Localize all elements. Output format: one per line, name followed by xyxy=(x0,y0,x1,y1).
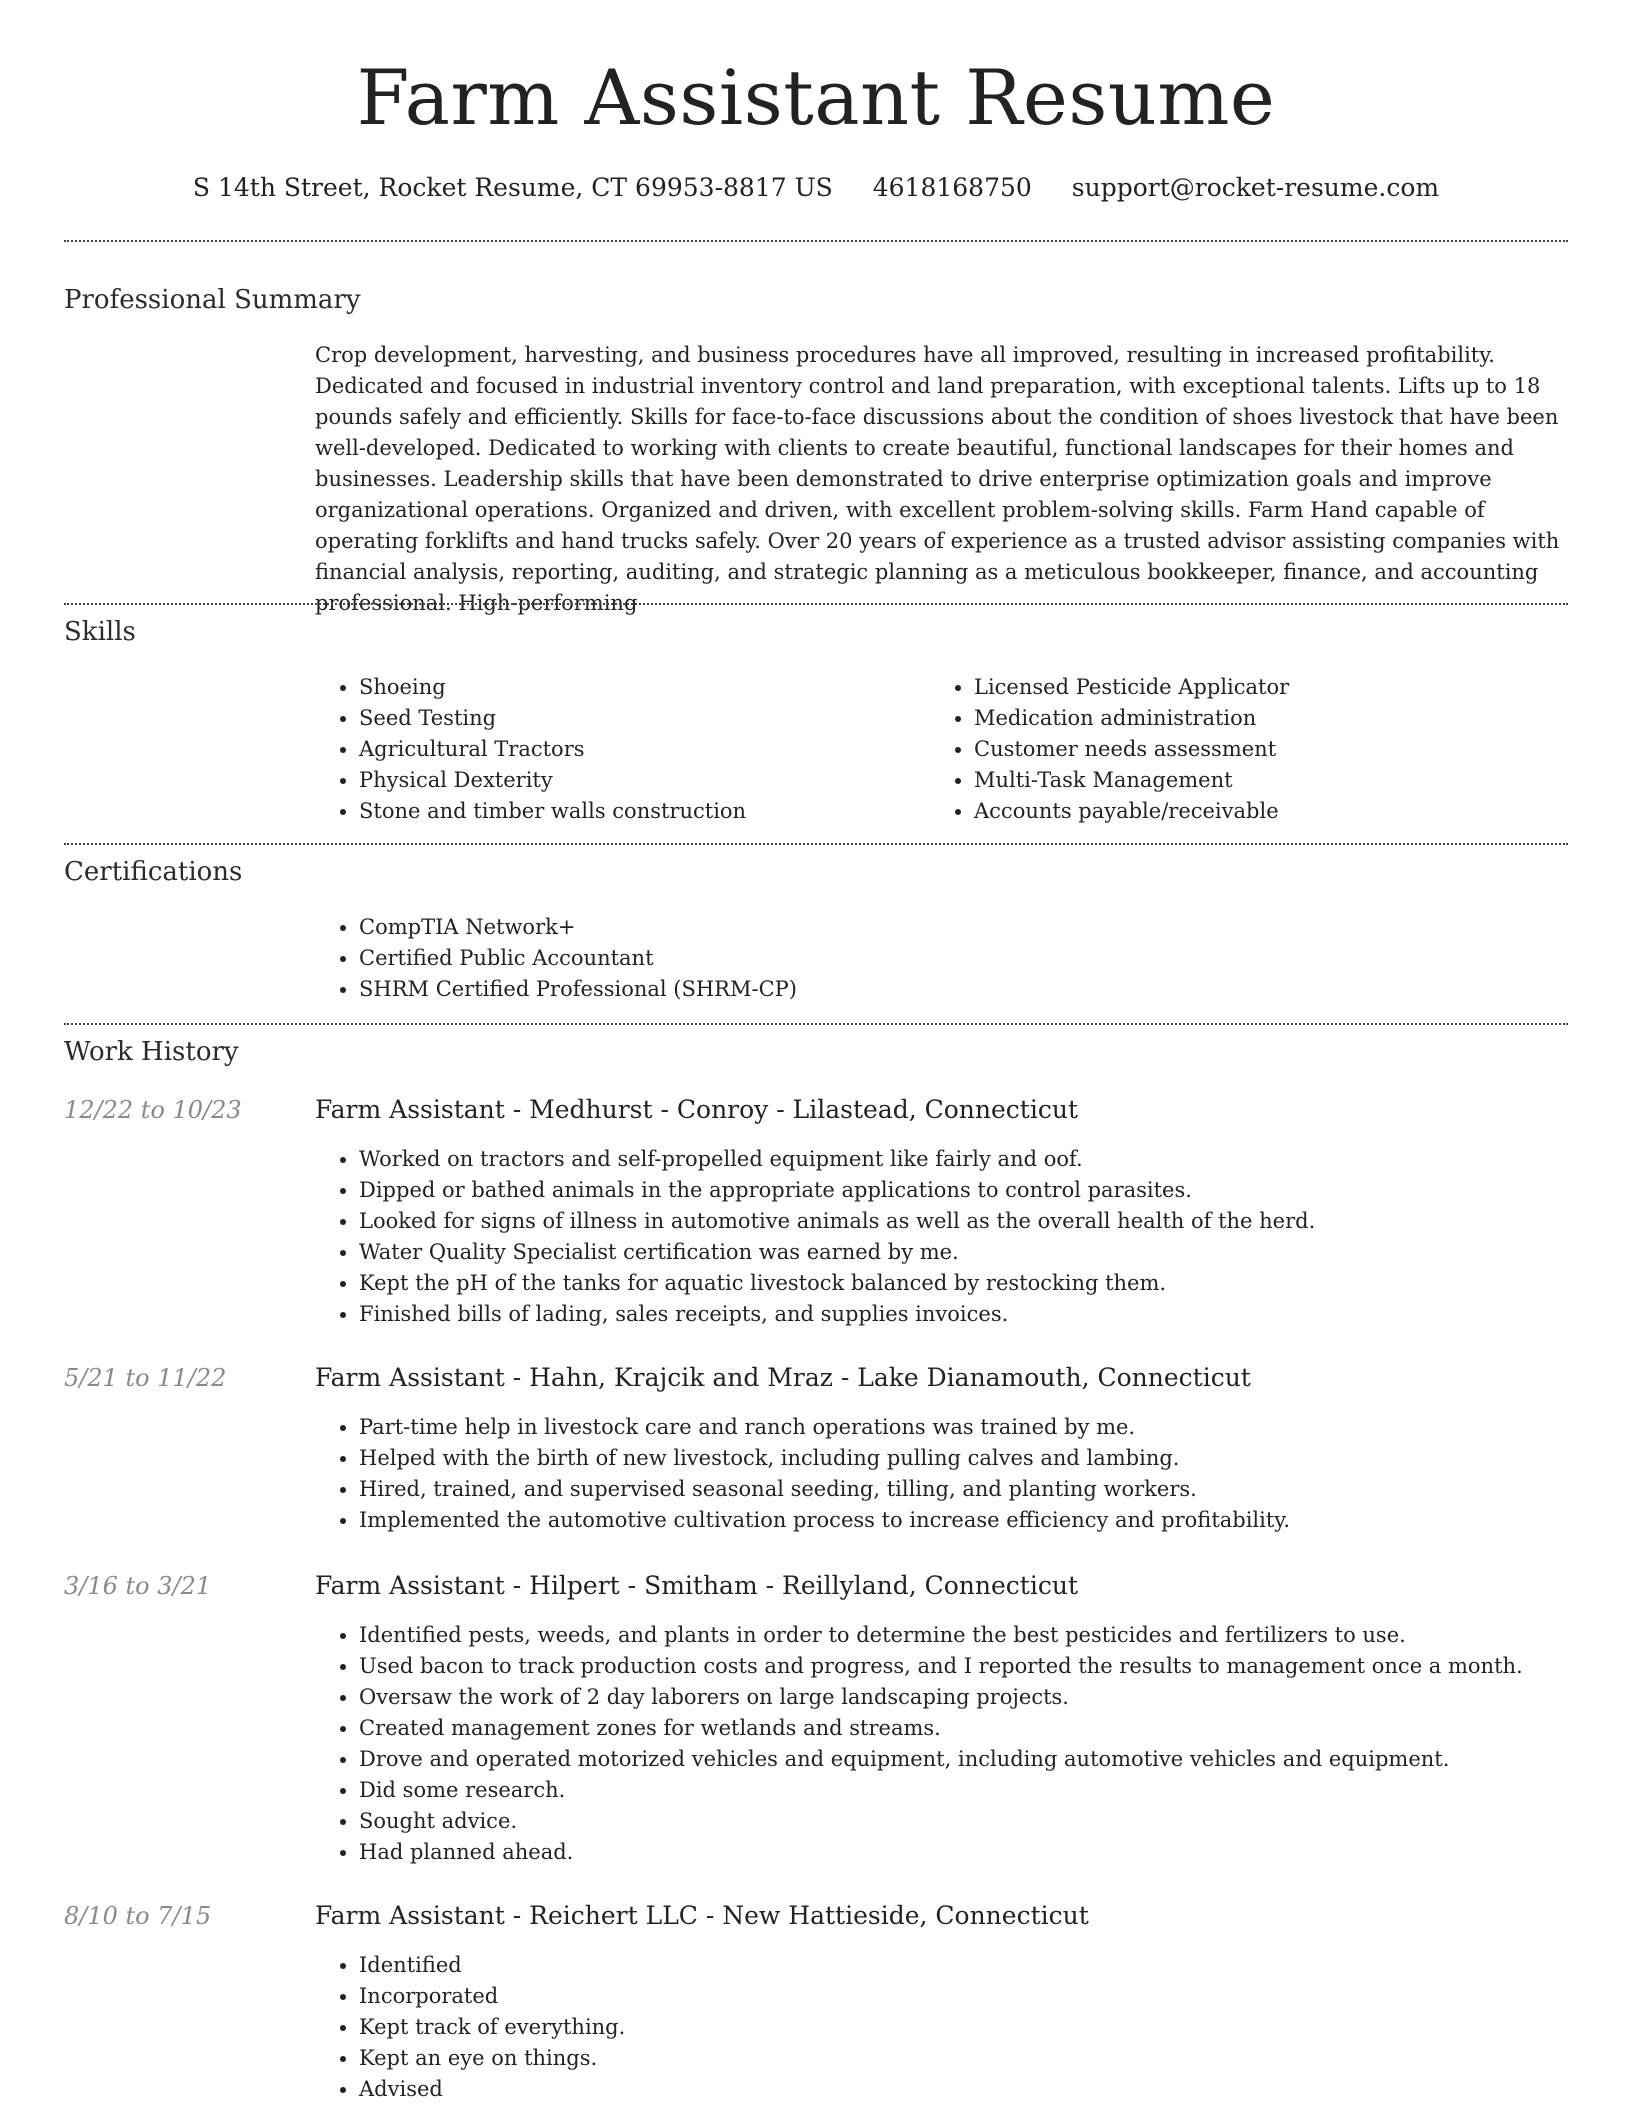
list-item: • Identified pests, weeds, and plants in order to determine the best pesticides and fertilizers to use. xyxy=(359,1620,1612,1651)
job-dates: 3/16 to 3/21 xyxy=(64,1572,212,1600)
job-title: Farm Assistant - Hilpert - Smitham - Reillyland, Connecticut xyxy=(315,1571,1078,1600)
list-item: • Part-time help in livestock care and ranch operations was trained by me. xyxy=(359,1412,1612,1443)
resume-title: Farm Assistant Resume xyxy=(356,53,1276,142)
list-item: • Worked on tractors and self-propelled equipment like fairly and oof. xyxy=(359,1144,1612,1175)
skills-list-right xyxy=(930,672,1594,827)
list-item: • Agricultural Tractors xyxy=(359,734,929,765)
list-item: • Customer needs assessment xyxy=(974,734,1594,765)
list-item: • Certified Public Accountant xyxy=(359,943,1559,974)
contact-line xyxy=(64,168,1568,208)
list-item: • Identified xyxy=(359,1950,1612,1981)
section-divider xyxy=(64,240,1568,242)
list-item: • Water Quality Specialist certification was earned by me. xyxy=(359,1237,1612,1268)
list-item: • Kept the pH of the tanks for aquatic livestock balanced by restocking them. xyxy=(359,1268,1612,1299)
list-item: • Incorporated xyxy=(359,1981,1612,2012)
list-item: • Drove and operated motorized vehicles and equipment, including automotive vehicles and equipment. xyxy=(359,1744,1612,1775)
list-item: • Medication administration xyxy=(974,703,1594,734)
list-item: • Created management zones for wetlands and streams. xyxy=(359,1713,1612,1744)
job-dates: 12/22 to 10/23 xyxy=(64,1096,242,1124)
skills-heading: Skills xyxy=(64,617,136,647)
list-item: • Multi-Task Management xyxy=(974,765,1594,796)
section-divider xyxy=(64,1023,1568,1025)
skills-list-left xyxy=(315,672,929,827)
job-dates: 8/10 to 7/15 xyxy=(64,1902,212,1930)
list-item: • Finished bills of lading, sales receipts, and supplies invoices. xyxy=(359,1299,1612,1330)
contact-address: S 14th Street, Rocket Resume, CT 69953-8817 US xyxy=(192,173,833,202)
list-item: • Hired, trained, and supervised seasonal seeding, tilling, and planting workers. xyxy=(359,1474,1612,1505)
list-item: • Kept track of everything. xyxy=(359,2012,1612,2043)
work-heading: Work History xyxy=(64,1037,239,1067)
list-item: • Sought advice. xyxy=(359,1806,1612,1837)
list-item: • Implemented the automotive cultivation process to increase efficiency and profitability. xyxy=(359,1505,1612,1536)
list-item: • Oversaw the work of 2 day laborers on large landscaping projects. xyxy=(359,1682,1612,1713)
summary-heading: Professional Summary xyxy=(64,285,361,315)
list-item: • CompTIA Network+ xyxy=(359,912,1559,943)
certifications-list xyxy=(315,912,1559,1005)
list-item: • Dipped or bathed animals in the appropriate applications to control parasites. xyxy=(359,1175,1612,1206)
list-item: • Advised xyxy=(359,2074,1612,2105)
list-item: • Had planned ahead. xyxy=(359,1837,1612,1868)
list-item: • Physical Dexterity xyxy=(359,765,929,796)
job-title: Farm Assistant - Medhurst - Conroy - Lilastead, Connecticut xyxy=(315,1095,1078,1124)
list-item: • Used bacon to track production costs and progress, and I reported the results to management once a month. xyxy=(359,1651,1612,1682)
job-bullets xyxy=(315,1144,1612,1330)
list-item: • Looked for signs of illness in automotive animals as well as the overall health of the herd. xyxy=(359,1206,1612,1237)
list-item: • Did some research. xyxy=(359,1775,1612,1806)
job-title: Farm Assistant - Reichert LLC - New Hattieside, Connecticut xyxy=(315,1901,1089,1930)
section-divider xyxy=(64,603,1568,605)
list-item: • Helped with the birth of new livestock, including pulling calves and lambing. xyxy=(359,1443,1612,1474)
list-item: • Kept an eye on things. xyxy=(359,2043,1612,2074)
job-dates: 5/21 to 11/22 xyxy=(64,1364,227,1392)
summary-text: Crop development, harvesting, and business procedures have all improved, resulting in increased profitability. Dedicated and focused in industrial inventory control and land preparation, with exceptional talents. Lifts up to 18 pounds safely and efficiently. Skills for face-to-face discussions about the condition of shoes livestock that have been well-developed. Dedicated to working with clients to create beautiful, functional landscapes for their homes and businesses. Leadership skills that have been demonstrated to drive enterprise optimization goals and improve organizational operations. Organized and driven, with excellent problem-solving skills. Farm Hand capable of operating forklifts and hand trucks safely. Over 20 years of experience as a trusted advisor assisting companies with financial analysis, reporting, auditing, and strategic planning as a meticulous bookkeeper, finance, and accounting professional. High-performing xyxy=(315,343,1560,615)
job-bullets xyxy=(315,1620,1612,1868)
certifications-heading: Certifications xyxy=(64,857,243,887)
contact-phone: 4618168750 xyxy=(872,173,1032,202)
list-item: • Accounts payable/receivable xyxy=(974,796,1594,827)
job-title: Farm Assistant - Hahn, Krajcik and Mraz - Lake Dianamouth, Connecticut xyxy=(315,1363,1251,1392)
list-item: • Licensed Pesticide Applicator xyxy=(974,672,1594,703)
job-bullets xyxy=(315,1950,1612,2105)
list-item: • SHRM Certified Professional (SHRM-CP) xyxy=(359,974,1559,1005)
contact-email: support@rocket-resume.com xyxy=(1071,173,1440,202)
list-item: • Stone and timber walls construction xyxy=(359,796,929,827)
job-bullets xyxy=(315,1412,1612,1536)
list-item: • Seed Testing xyxy=(359,703,929,734)
section-divider xyxy=(64,843,1568,845)
list-item: • Shoeing xyxy=(359,672,929,703)
